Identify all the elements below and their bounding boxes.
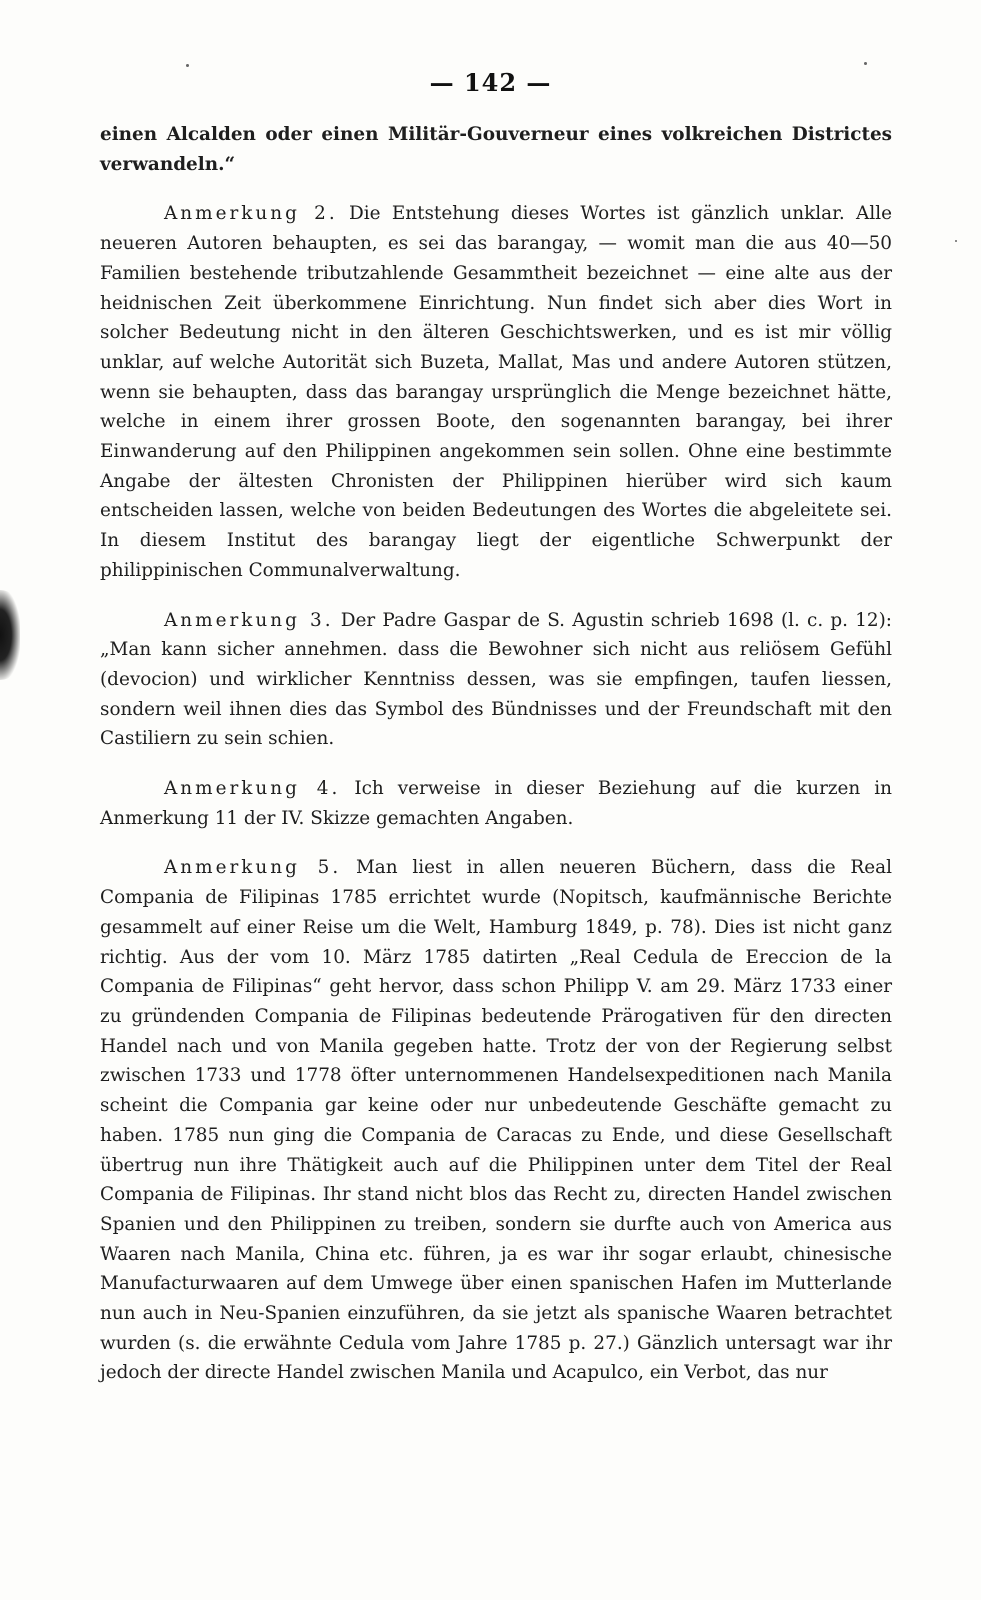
note-paragraph-2 bbox=[100, 199, 892, 585]
note-heading: Anmerkung 4. bbox=[164, 778, 341, 800]
paragraph-text: Der Padre Gaspar de S. Agustin schrieb 1698 (l. c. p. 12): „Man kann sicher annehmen. dass die Bewohner sich nicht aus reliösem Gefühl (devocion) und wirklicher Kenntniss dessen, was sie empfingen, taufen liessen, sondern weil ihnen dies das Symbol des Bündnisses und der Freundschaft mit den Castiliern zu sein schien. bbox=[100, 609, 892, 750]
note-heading: Anmerkung 2. bbox=[164, 203, 338, 225]
paper-speck bbox=[955, 240, 957, 242]
paper-speck bbox=[186, 64, 189, 67]
note-paragraph-4 bbox=[100, 774, 892, 833]
paragraph-text: Ich verweise in dieser Beziehung auf die kurzen in Anmerkung 11 der IV. Skizze gemachten Angaben. bbox=[100, 778, 892, 829]
continued-paragraph bbox=[100, 120, 892, 179]
note-paragraph-3 bbox=[100, 606, 892, 755]
paper-speck bbox=[864, 62, 867, 65]
paragraph-text: Die Entstehung dieses Wortes ist gänzlich unklar. Alle neueren Autoren behaupten, es sei das barangay, — womit man die aus 40—50 Familien bestehende tributzahlende Gesammtheit bezeichnet — eine alte aus der heidnischen Zeit überkommene Einrichtung. Nun findet sich aber dies Wort in solcher Bedeutung nicht in den älteren Geschichtswerken, und es ist mir völlig unklar, auf welche Autorität sich Buzeta, Mallat, Mas und andere Autoren stützen, wenn sie behaupten, dass das barangay ursprünglich die Menge bezeichnet hätte, welche in einem ihrer grossen Boote, den sogenannten barangay, bei ihrer Einwanderung auf den Philippinen angekommen sein sollen. Ohne eine bestimmte Angabe der ältesten Chronisten der Philippinen hierüber wird sich kaum entscheiden lassen, welche von beiden Bedeutungen des Wortes die abgeleitete sei. In diesem Institut des barangay liegt der eigentliche Schwerpunkt der philippinischen Communalverwaltung. bbox=[100, 203, 892, 581]
paragraph-text: Man liest in allen neueren Büchern, dass die Real Compania de Filipinas 1785 errichtet wurde (Nopitsch, kaufmännische Berichte gesammelt auf einer Reise um die Welt, Hamburg 1849, p. 78). Dies ist nicht ganz richtig. Aus der vom 10. März 1785 datirten „Real Cedula de Ereccion de la Compania de Filipinas“ geht hervor, dass schon Philipp V. am 29. März 1733 einer zu gründenden Compania de Filipinas bedeutende Prärogativen für den directen Handel nach und von Manila gegeben hatte. Trotz der von der Regierung selbst zwischen 1733 und 1778 öfter unternommenen Handelsexpeditionen nach Manila scheint die Compania gar keine oder nur unbedeutende Geschäfte gemacht zu haben. 1785 nun ging die Compania de Caracas zu Ende, und diese Gesellschaft übertrug nun ihre Thätigkeit auch auf die Philippinen unter dem Titel der Real Compania de Filipinas. Ihr stand nicht blos das Recht zu, directen Handel zwischen Spanien und den Philippinen zu treiben, sondern sie durfte auch von America aus Waaren nach Manila, China etc. führen, ja es war ihr sogar erlaubt, chinesische Manufacturwaaren auf dem Umwege über einen spanischen Hafen im Mutterlande nun auch in Neu-Spanien einzuführen, da sie jetzt als spanische Waaren betrachtet wurden (s. die erwähnte Cedula vom Jahre 1785 p. 27.) Gänzlich untersagt war ihr jedoch der directe Handel zwischen Manila und Acapulco, ein Verbot, das nur bbox=[100, 857, 892, 1384]
note-heading: Anmerkung 3. bbox=[164, 609, 334, 631]
page-number: — 142 — bbox=[429, 68, 552, 97]
margin-ink-stain bbox=[0, 590, 20, 680]
paragraph-text: einen Alcalden oder einen Militär-Gouverneur eines volkreichen Districtes verwandeln.“ bbox=[100, 124, 892, 175]
body-text bbox=[100, 120, 892, 1388]
note-heading: Anmerkung 5. bbox=[164, 857, 342, 879]
note-paragraph-5 bbox=[100, 853, 892, 1388]
